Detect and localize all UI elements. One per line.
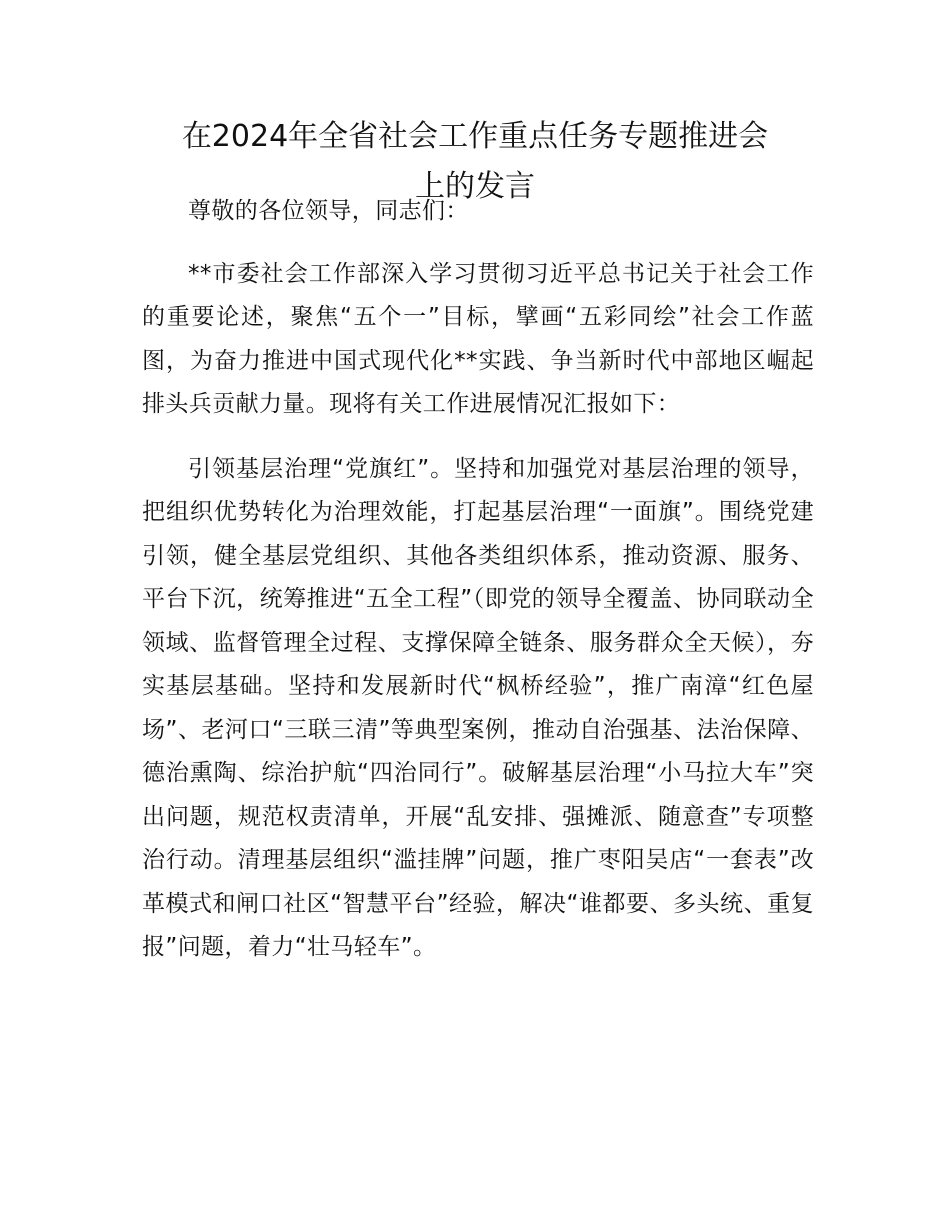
grassroots-governance-paragraph: 引领基层治理“党旗红”。坚持和加强党对基层治理的领导，把组织优势转化为治理效能，打起基层治理“一面旗”。围绕党建引领，健全基层党组织、其他各类组织体系，推动资源、服务、平台下沉，统筹推进“五全工程”（即党的领导全覆盖、协同联动全领域、监督管理全过程、支撑保障全链条、服务群众全天候），夯实基层基础。坚持和发展新时代“枫桥经验”，推广南漳“红色屋场”、老河口“三联三清”等典型案例，推动自治强基、法治保障、德治熏陶、综治护航“四治同行”。破解基层治理“小马拉大车”突出问题，规范权责清单，开展“乱安排、强摊派、随意查”专项整治行动。清理基层组织“滥挂牌”问题，推广枣阳吴店“一套表”改革模式和闸口社区“智慧平台”经验，解决“谁都要、多头统、重复报”问题，着力“壮马轻车”。	[142, 455, 814, 960]
title-line-2: 上的发言	[415, 169, 535, 204]
intro-paragraph: **市委社会工作部深入学习贯彻习近平总书记关于社会工作的重要论述，聚焦“五个一”目标，擘画“五彩同绘”社会工作蓝图，为奋力推进中国式现代化**实践、争当新时代中部地区崛起排头兵贡献力量。现将有关工作进展情况汇报如下：	[142, 260, 814, 417]
document-body	[142, 190, 814, 970]
title-line-1: 在2024年全省社会工作重点任务专题推进会	[181, 119, 769, 154]
greeting: 尊敬的各位领导，同志们：	[188, 198, 469, 224]
